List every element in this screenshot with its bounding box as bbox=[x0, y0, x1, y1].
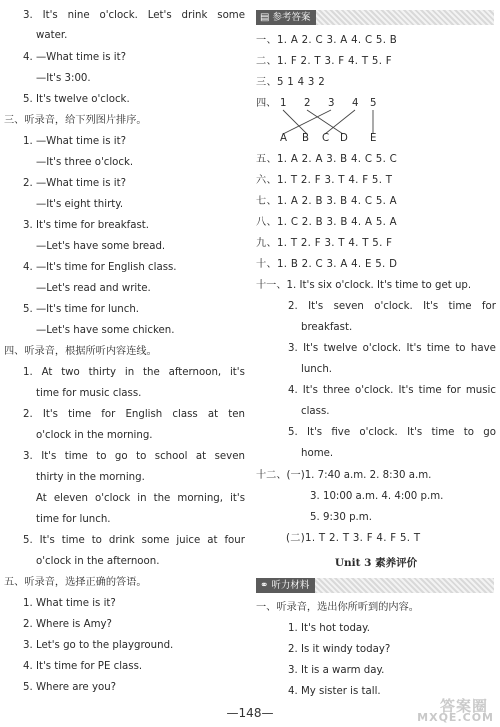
page-number: —148— bbox=[226, 706, 274, 720]
listening-header bbox=[256, 578, 494, 593]
text-line: 4. —What time is it? bbox=[23, 52, 127, 63]
text-line: —It's 3:00. bbox=[36, 73, 91, 84]
text-line: time for lunch. bbox=[36, 514, 111, 525]
section-heading: 三、听录音，给下列图片排序。 bbox=[4, 115, 147, 126]
section-heading: 四、听录音，根据所听内容连线。 bbox=[4, 346, 157, 357]
unit-title: Unit 3 素养评价 bbox=[334, 557, 418, 569]
answer-line: 4. It's three o'clock. It's time for music bbox=[288, 385, 496, 396]
answer-line: 3. It's twelve o'clock. It's time to have bbox=[288, 343, 496, 354]
text-line: water. bbox=[36, 30, 68, 41]
text-line: time for music class. bbox=[36, 388, 142, 399]
text-line: 2. —What time is it? bbox=[23, 178, 127, 189]
text-line: 5. It's twelve o'clock. bbox=[23, 94, 130, 105]
matching-number: 3 bbox=[328, 98, 335, 109]
matching-number: 1 bbox=[280, 98, 287, 109]
text-line: 1. —What time is it? bbox=[23, 136, 127, 147]
answer-line: 5. It's five o'clock. It's time to go bbox=[288, 427, 496, 438]
matching-letter: E bbox=[370, 133, 377, 144]
text-line: o'clock in the morning. bbox=[36, 430, 153, 441]
text-line: 3. It's time to go to school at seven bbox=[23, 451, 245, 462]
answer-book-icon: ▤ bbox=[260, 12, 270, 23]
listening-label: 听力材料 bbox=[271, 580, 310, 591]
match-line bbox=[283, 110, 307, 134]
section-heading: 五、听录音，选择正确的答语。 bbox=[4, 577, 147, 588]
answer-line: 一、1. A 2. C 3. A 4. C 5. B bbox=[256, 35, 398, 46]
text-line: 4. It's time for PE class. bbox=[23, 661, 143, 672]
answer-key-header bbox=[256, 10, 494, 25]
answer-line: 二、1. F 2. T 3. F 4. T 5. F bbox=[256, 56, 392, 67]
matching-number: 4 bbox=[352, 98, 359, 109]
text-line: 5. Where are you? bbox=[23, 682, 117, 693]
matching-letter: D bbox=[340, 133, 348, 144]
answer-line: 七、1. A 2. B 3. B 4. C 5. A bbox=[256, 196, 397, 207]
text-line: 2. Is it windy today? bbox=[288, 644, 391, 655]
headphones-icon: ⚭ bbox=[260, 580, 269, 591]
answer-line: 九、1. T 2. F 3. T 4. T 5. F bbox=[256, 238, 393, 249]
text-line: 3. Let's go to the playground. bbox=[23, 640, 174, 651]
answer-line: breakfast. bbox=[301, 322, 353, 333]
answer-line: 十二、(一)1. 7:40 a.m. 2. 8:30 a.m. bbox=[256, 470, 432, 481]
text-line: 5. —It's time for lunch. bbox=[23, 304, 140, 315]
answer-line: 八、1. C 2. B 3. B 4. A 5. A bbox=[256, 217, 397, 228]
matching-letter: A bbox=[280, 133, 287, 144]
match-line bbox=[325, 110, 355, 134]
text-line: 2. Where is Amy? bbox=[23, 619, 112, 630]
text-line: —It's eight thirty. bbox=[36, 199, 124, 210]
text-line: 3. It's nine o'clock. Let's drink some bbox=[23, 10, 245, 21]
text-line: 1. At two thirty in the afternoon, it's bbox=[23, 367, 245, 378]
matching-number: 2 bbox=[304, 98, 311, 109]
text-line: 3. It's time for breakfast. bbox=[23, 220, 150, 231]
text-line: 1. What time is it? bbox=[23, 598, 116, 609]
text-line: 1. It's hot today. bbox=[288, 623, 370, 634]
matching-letter: C bbox=[322, 133, 330, 144]
answer-line: 十一、1. It's six o'clock. It's time to get up. bbox=[256, 280, 472, 291]
answer-key-label: 参考答案 bbox=[272, 12, 311, 23]
answer-line: home. bbox=[301, 448, 334, 459]
answer-line: 三、5 1 4 3 2 bbox=[256, 77, 326, 88]
text-line: —Let's have some chicken. bbox=[36, 325, 175, 336]
match-line bbox=[307, 110, 343, 134]
header-stripe bbox=[316, 10, 494, 25]
text-line: —Let's read and write. bbox=[36, 283, 151, 294]
matching-number: 5 bbox=[370, 98, 377, 109]
answer-line: 十、1. B 2. C 3. A 4. E 5. D bbox=[256, 259, 398, 270]
text-line: 2. It's time for English class at ten bbox=[23, 409, 245, 420]
header-stripe bbox=[315, 578, 494, 593]
answer-line: 3. 10:00 a.m. 4. 4:00 p.m. bbox=[310, 491, 444, 502]
matching-letter: B bbox=[302, 133, 309, 144]
text-line: 4. —It's time for English class. bbox=[23, 262, 177, 273]
text-line: 4. My sister is tall. bbox=[288, 686, 381, 697]
section-heading: 一、听录音，选出你所听到的内容。 bbox=[256, 602, 419, 613]
answer-line: (二)1. T 2. T 3. F 4. F 5. T bbox=[286, 533, 421, 544]
answer-line: 2. It's seven o'clock. It's time for bbox=[288, 301, 496, 312]
matching-prefix: 四、 bbox=[256, 98, 277, 109]
text-line: —Let's have some bread. bbox=[36, 241, 166, 252]
matching-diagram bbox=[256, 94, 396, 146]
answer-line: 五、1. A 2. A 3. B 4. C 5. C bbox=[256, 154, 398, 165]
text-line: o'clock in the afternoon. bbox=[36, 556, 160, 567]
text-line: At eleven o'clock in the morning, it's bbox=[36, 493, 245, 504]
text-line: —It's three o'clock. bbox=[36, 157, 134, 168]
watermark-logo: 答案圈 MXQE.COM bbox=[417, 697, 494, 724]
match-line bbox=[283, 110, 331, 134]
answer-line: class. bbox=[301, 406, 330, 417]
answer-line: 5. 9:30 p.m. bbox=[310, 512, 372, 523]
text-line: 3. It is a warm day. bbox=[288, 665, 385, 676]
text-line: thirty in the morning. bbox=[36, 472, 145, 483]
answer-line: lunch. bbox=[301, 364, 333, 375]
answer-line: 六、1. T 2. F 3. T 4. F 5. T bbox=[256, 175, 393, 186]
text-line: 5. It's time to drink some juice at four bbox=[23, 535, 245, 546]
